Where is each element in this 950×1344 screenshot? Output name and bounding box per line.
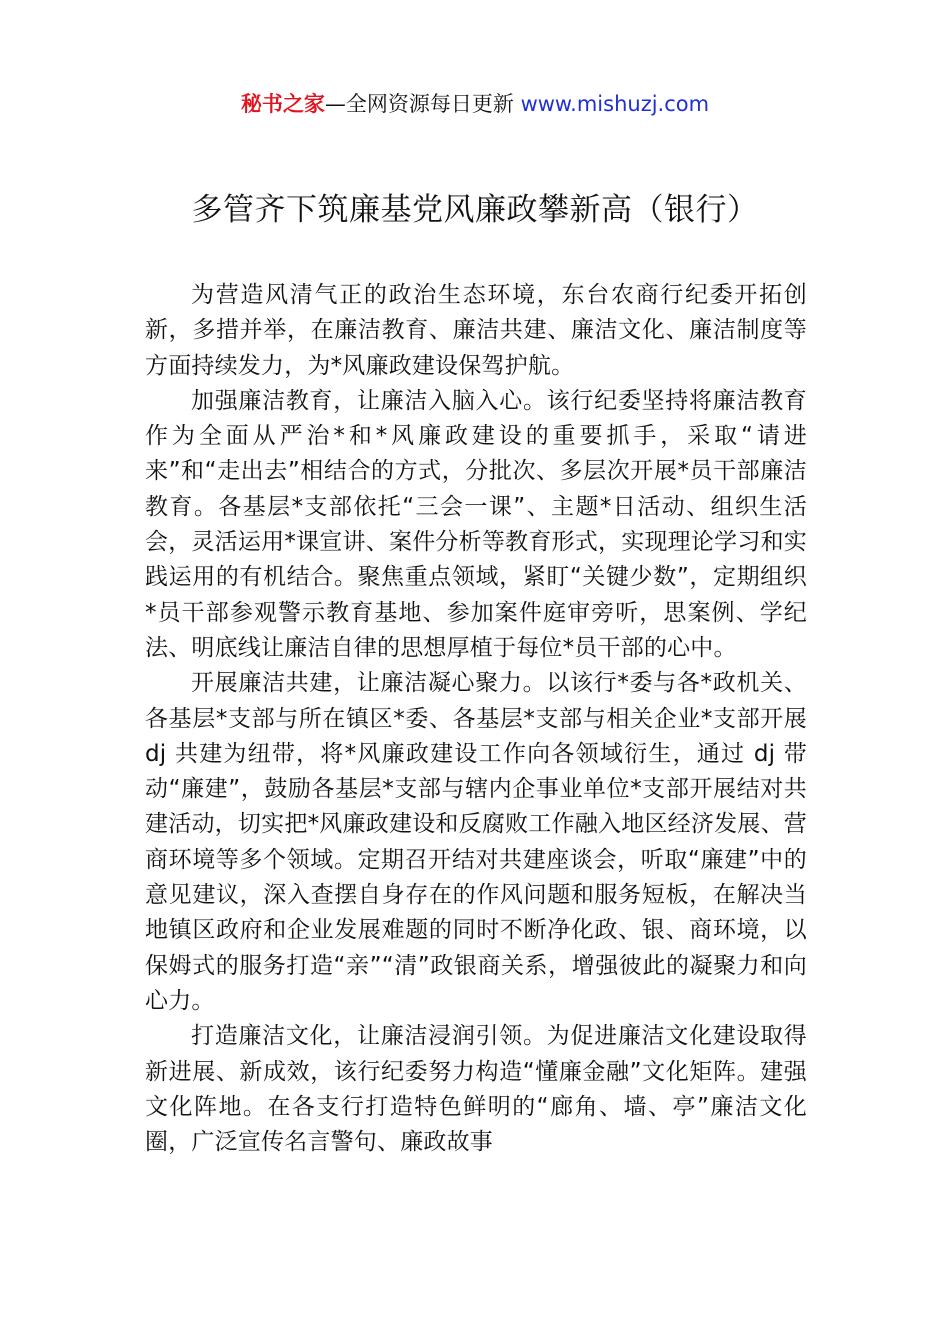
site-tagline: —全网资源每日更新 [324, 92, 521, 116]
site-brand: 秘书之家 [240, 92, 325, 116]
paragraph-co-building: 开展廉洁共建，让廉洁凝心聚力。以该行*委与各*政机关、各基层*支部与所在镇区*委、各基层*支部与相关企业*支部开展 dj 共建为纽带，将*风廉政建设工作向各领域衍生，通过 dj 带动“廉建”，鼓励各基层*支部与辖内企事业单位*支部开展结对共建活动，切实把*风廉政建设和反腐败工作融入地区经济发展、营商环境等多个领域。定期召开结对共建座谈会，听取“廉建”中的意见建议，深入查摆自身存在的作风问题和服务短板，在解决当地镇区政府和企业发展难题的同时不断净化政、银、商环境，以保姆式的服务打造“亲”“清”政银商关系，增强彼此的凝聚力和向心力。 [145, 670, 807, 1014]
paragraph-education: 加强廉洁教育，让廉洁入脑入心。该行纪委坚持将廉洁教育作为全面从严治*和*风廉政建设的重要抓手，采取“请进来”和“走出去”相结合的方式，分批次、多层次开展*员干部廉洁教育。各基层*支部依托“三会一课”、主题*日活动、组织生活会，灵活运用*课宣讲、案件分析等教育形式，实现理论学习和实践运用的有机结合。聚焦重点领域，紧盯“关键少数”，定期组织*员干部参观警示教育基地、参加案件庭审旁听，思案例、学纪法、明底线让廉洁自律的思想厚植于每位*员干部的心中。 [145, 387, 807, 661]
paragraph-culture: 打造廉洁文化，让廉洁浸润引领。为促进廉洁文化建设取得新进展、新成效，该行纪委努力构造“懂廉金融”文化矩阵。建强文化阵地。在各支行打造特色鲜明的“廊角、墙、亭”廉洁文化圈，广泛宣传名言警句、廉政故事 [145, 1023, 807, 1156]
site-header [0, 86, 950, 122]
document-body [145, 278, 807, 1160]
site-url-link[interactable]: www.mishuzj.com [520, 92, 710, 116]
document-title: 多管齐下筑廉基党风廉政攀新高（银行） [191, 192, 759, 228]
paragraph-intro: 为营造风清气正的政治生态环境，东台农商行纪委开拓创新，多措并举，在廉洁教育、廉洁共建、廉洁文化、廉洁制度等方面持续发力，为*风廉政建设保驾护航。 [145, 282, 807, 379]
